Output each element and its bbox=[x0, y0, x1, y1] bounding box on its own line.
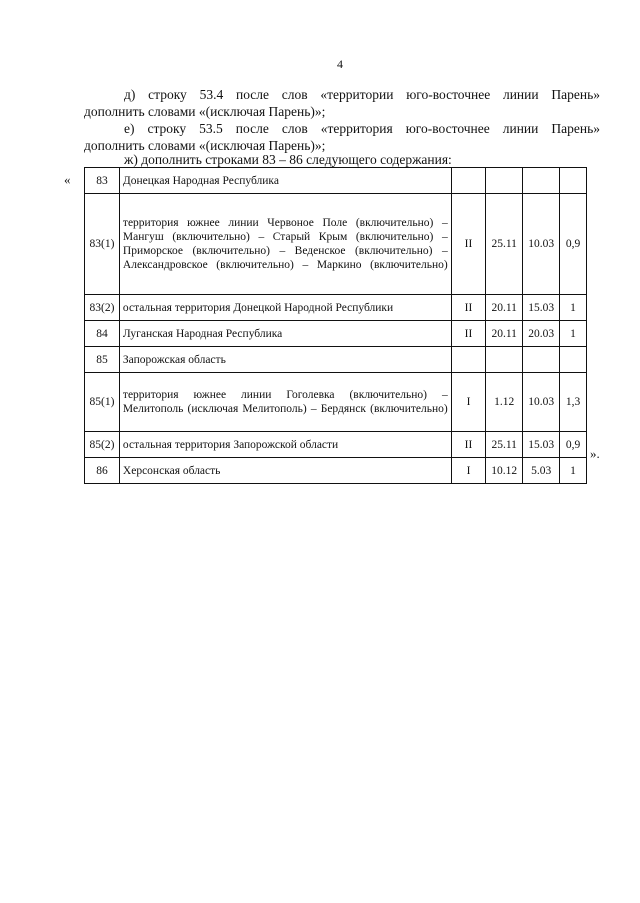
row-end-date: 5.03 bbox=[523, 458, 560, 484]
paragraph-e bbox=[84, 120, 600, 154]
row-number: 83(1) bbox=[85, 194, 120, 295]
row-start-date: 20.11 bbox=[486, 295, 523, 321]
row-number: 86 bbox=[85, 458, 120, 484]
row-description: Луганская Народная Республика bbox=[119, 321, 451, 347]
row-class: II bbox=[451, 295, 486, 321]
row-start-date: 20.11 bbox=[486, 321, 523, 347]
row-coefficient: 1 bbox=[560, 321, 587, 347]
row-number: 85 bbox=[85, 347, 120, 373]
paragraph-zh bbox=[124, 151, 524, 168]
paragraph-d-line-1: д) строку 53.4 после слов «территории юго-восточнее линии Парень» bbox=[124, 87, 600, 102]
row-start-date: 1.12 bbox=[486, 373, 523, 432]
row-class bbox=[451, 347, 486, 373]
row-description: остальная территория Донецкой Народной Республики bbox=[119, 295, 451, 321]
quote-close: ». bbox=[590, 446, 600, 461]
paragraph-d-line-2: дополнить словами «(исключая Парень)»; bbox=[84, 104, 326, 119]
table-row bbox=[85, 347, 587, 373]
regions-table bbox=[84, 167, 587, 484]
table-row bbox=[85, 194, 587, 295]
table-row bbox=[85, 373, 587, 432]
row-description: территория южнее линии Гоголевка (включительно) – Мелитополь (исключая Мелитополь) – Бердянск (включительно) bbox=[119, 373, 451, 432]
row-start-date: 10.12 bbox=[486, 458, 523, 484]
table-row bbox=[85, 321, 587, 347]
paragraph-zh-line-1: ж) дополнить строками 83 – 86 следующего содержания: bbox=[124, 152, 452, 167]
row-start-date bbox=[486, 168, 523, 194]
row-coefficient: 1,3 bbox=[560, 373, 587, 432]
row-class: II bbox=[451, 432, 486, 458]
row-number: 84 bbox=[85, 321, 120, 347]
row-end-date: 15.03 bbox=[523, 295, 560, 321]
row-end-date: 10.03 bbox=[523, 194, 560, 295]
paragraph-e-line-1: е) строку 53.5 после слов «территория юго-восточнее линии Парень» bbox=[124, 121, 600, 136]
row-coefficient bbox=[560, 347, 587, 373]
quote-open: « bbox=[64, 172, 71, 187]
row-description: Донецкая Народная Республика bbox=[119, 168, 451, 194]
row-start-date: 25.11 bbox=[486, 194, 523, 295]
table-row bbox=[85, 168, 587, 194]
table-row bbox=[85, 458, 587, 484]
row-class: I bbox=[451, 373, 486, 432]
row-description: Херсонская область bbox=[119, 458, 451, 484]
page-number: 4 bbox=[337, 57, 343, 71]
row-coefficient: 1 bbox=[560, 295, 587, 321]
row-end-date: 10.03 bbox=[523, 373, 560, 432]
row-end-date: 15.03 bbox=[523, 432, 560, 458]
row-coefficient bbox=[560, 168, 587, 194]
paragraph-d bbox=[84, 86, 600, 120]
row-description: территория южнее линии Червоное Поле (включительно) – Мангуш (включительно) – Старый Крым (включительно) – Приморское (включительно) – Веденское (включительно) – Александровское (включительно) – Маркино (включительно) bbox=[119, 194, 451, 295]
row-start-date: 25.11 bbox=[486, 432, 523, 458]
row-description: Запорожская область bbox=[119, 347, 451, 373]
row-end-date: 20.03 bbox=[523, 321, 560, 347]
row-end-date bbox=[523, 168, 560, 194]
row-number: 83 bbox=[85, 168, 120, 194]
row-class: II bbox=[451, 321, 486, 347]
row-class: II bbox=[451, 194, 486, 295]
table-row bbox=[85, 432, 587, 458]
row-coefficient: 0,9 bbox=[560, 432, 587, 458]
row-class: I bbox=[451, 458, 486, 484]
table-row bbox=[85, 295, 587, 321]
row-number: 85(2) bbox=[85, 432, 120, 458]
row-number: 83(2) bbox=[85, 295, 120, 321]
row-number: 85(1) bbox=[85, 373, 120, 432]
row-end-date bbox=[523, 347, 560, 373]
row-coefficient: 1 bbox=[560, 458, 587, 484]
paragraph-e-line-2: дополнить словами «(исключая Парень)»; bbox=[84, 138, 326, 153]
row-description: остальная территория Запорожской области bbox=[119, 432, 451, 458]
row-coefficient: 0,9 bbox=[560, 194, 587, 295]
row-class bbox=[451, 168, 486, 194]
row-start-date bbox=[486, 347, 523, 373]
